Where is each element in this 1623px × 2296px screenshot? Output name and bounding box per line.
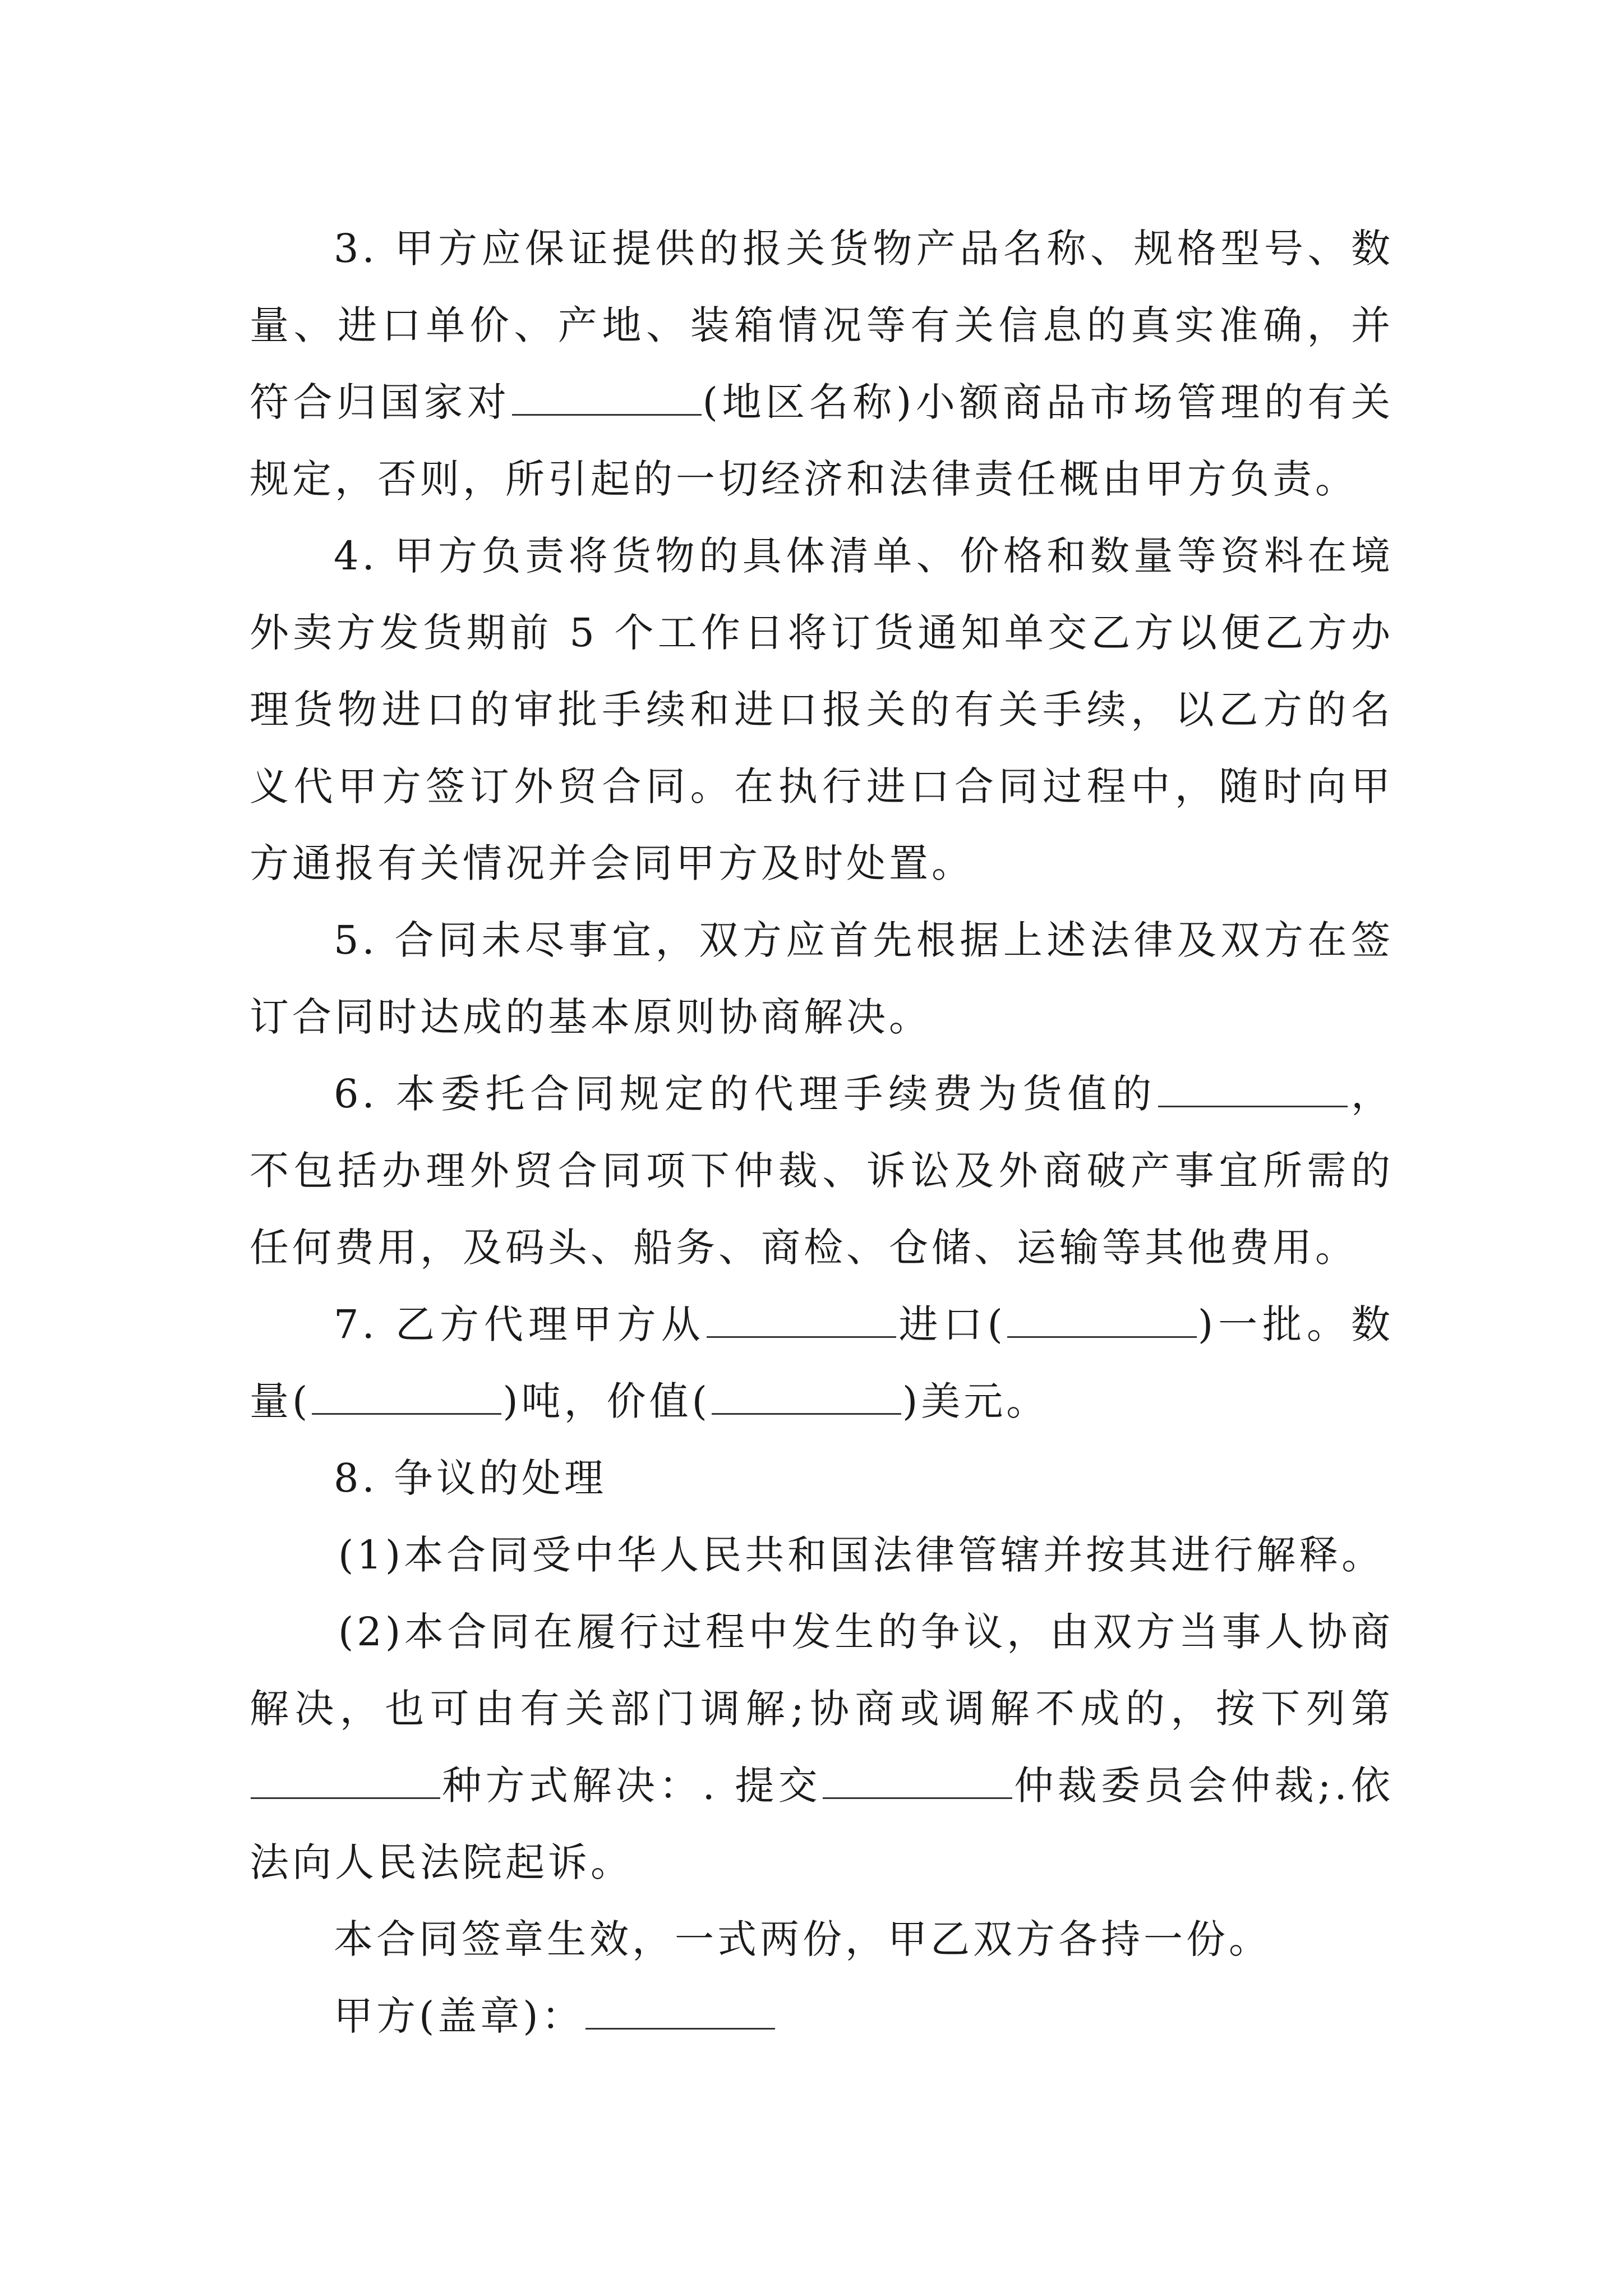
goods-name-blank[interactable]: [1007, 1301, 1197, 1338]
clause-8-text: 8. 争议的处理: [334, 1455, 607, 1501]
clause-8-1: [250, 1517, 1394, 1594]
clause-8-heading: [250, 1440, 1394, 1517]
arbitration-commission-blank[interactable]: [823, 1763, 1012, 1799]
clause-7-text-c: )一批。数量(: [250, 1301, 1394, 1424]
clause-5: [250, 902, 1394, 1056]
origin-country-blank[interactable]: [707, 1301, 896, 1338]
quantity-blank[interactable]: [312, 1378, 501, 1415]
party-a-seal-blank[interactable]: [585, 1993, 775, 2030]
clause-6-text-a: 6. 本委托合同规定的代理手续费为货值的: [334, 1071, 1158, 1117]
agency-fee-blank[interactable]: [1158, 1071, 1348, 1107]
clause-7-text-e: )美元。: [902, 1378, 1049, 1424]
clause-3-text-b: (地区名称)小额商品市场管理的有关规定，否则，所引起的一切经济和法律责任概由甲方负责。: [250, 379, 1394, 502]
clause-6: [250, 1056, 1394, 1286]
party-a-signature: [250, 1978, 1394, 2055]
clause-8-2-text-a: (2)本合同在履行过程中发生的争议，由双方当事人协商解决，也可由有关部门调解;协商或调解不成的，按下列第: [250, 1609, 1394, 1732]
clause-7: [250, 1286, 1394, 1440]
value-blank[interactable]: [712, 1378, 901, 1415]
clause-8-1-text: (1)本合同受中华人民共和国法律管辖并按其进行解释。: [338, 1532, 1385, 1578]
clause-4: [250, 518, 1394, 902]
clause-7-text-d: )吨，价值(: [502, 1378, 711, 1424]
party-a-seal-label: 甲方(盖章)：: [334, 1993, 584, 2039]
clause-6-text-b: ，不包括办理外贸合同项下仲裁、诉讼及外商破产事宜所需的任何费用，及码头、船务、商检、仓储、运输等其他费用。: [250, 1071, 1394, 1271]
clause-8-2: [250, 1594, 1394, 1901]
resolution-method-blank[interactable]: [251, 1763, 440, 1799]
clause-8-2-text-c: 仲裁委员会仲裁;.依法向人民法院起诉。: [250, 1763, 1394, 1885]
clause-3: [250, 210, 1394, 518]
contract-page: [250, 210, 1394, 2055]
clause-7-text-a: 7. 乙方代理甲方从: [334, 1301, 706, 1347]
clause-4-text: 4. 甲方负责将货物的具体清单、价格和数量等资料在境外卖方发货期前 5 个工作日将订货通知单交乙方以便乙方办理货物进口的审批手续和进口报关的有关手续，以乙方的名义代甲方签订外贸合同。在执行进口合同过程中，随时向甲方通报有关情况并会同甲方及时处置。: [250, 533, 1394, 886]
clause-5-text: 5. 合同未尽事宜，双方应首先根据上述法律及双方在签订合同时达成的基本原则协商解决。: [250, 917, 1394, 1040]
region-name-blank[interactable]: [512, 379, 702, 416]
clause-3-text-a: 3. 甲方应保证提供的报关货物产品名称、规格型号、数量、进口单价、产地、装箱情况等有关信息的真实准确，并符合归国家对: [250, 226, 1394, 425]
clause-8-2-text-b: 种方式解决：. 提交: [441, 1763, 822, 1809]
closing-statement: [250, 1901, 1394, 1978]
closing-text: 本合同签章生效，一式两份，甲乙双方各持一份。: [334, 1916, 1271, 1962]
clause-7-text-b: 进口(: [897, 1301, 1006, 1347]
